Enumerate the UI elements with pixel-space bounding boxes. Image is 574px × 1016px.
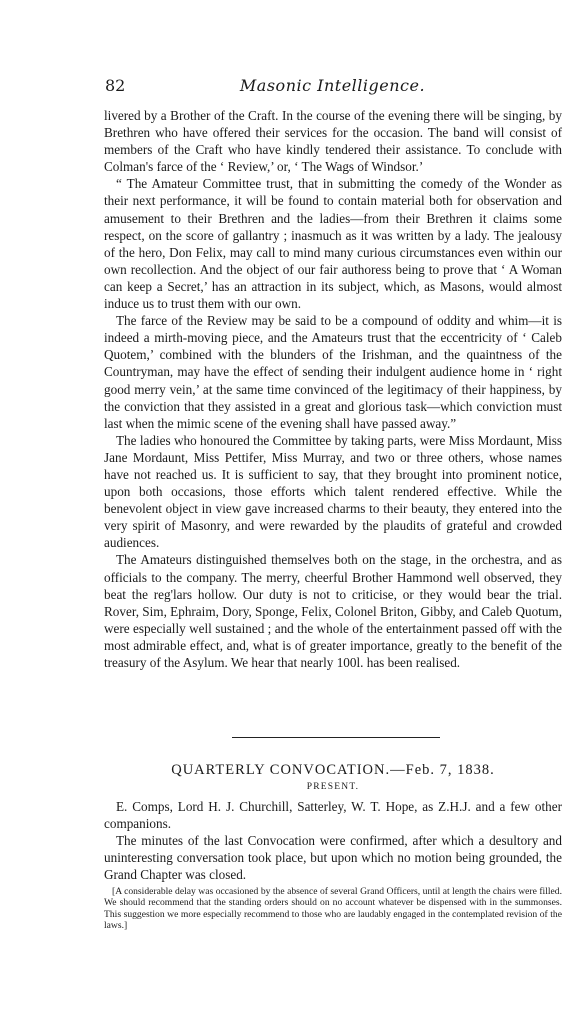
paragraph: E. Comps, Lord H. J. Churchill, Satterley, W. T. Hope, as Z.H.J. and a few other companions. <box>104 799 562 832</box>
paragraph: livered by a Brother of the Craft. In the course of the evening there will be singing, by Brethren who have offered their services for the occasion. The band will consist of members of the Craft who have kindly tendered their assistance. To conclude with Colman's farce of the ‘ Review,’ or, ‘ The Wags of Windsor.’ <box>104 108 562 175</box>
paragraph: The farce of the Review may be said to be a compound of oddity and whim—it is indeed a mirth-moving piece, and the Amateurs trust that the eccentricity of ‘ Caleb Quotem,’ combined with the blunders of the Irishman, and the quaintness of the Countryman, may have the effect of sending their indulgent audience home in ‘ right good merry vein,’ at the same time convinced of the legitimacy of their happiness, by the conviction that they assisted in a great and glorious task—which conviction must last when the mimic scene of the evening shall have passed away.” <box>104 313 562 431</box>
paragraph: The minutes of the last Convocation were confirmed, after which a desultory and uninteresting conversation took place, but upon which no motion being grounded, the Grand Chapter was closed. <box>104 833 562 883</box>
running-title: Masonic Intelligence. <box>239 76 426 95</box>
page-header <box>105 76 560 98</box>
section-body <box>104 798 562 883</box>
page-number: 82 <box>105 76 126 95</box>
paragraph: “ The Amateur Committee trust, that in submitting the comedy of the Wonder as their next performance, it will be found to contain material both for observation and amusement to their Brethren and the ladies—from their Brethren it claims some respect, on the score of gallantry ; inasmuch as it was written by a lady. The jealousy of the hero, Don Felix, may call to mind many curious circumstances even within our own recollection. And the object of our fair authoress being to prove that ‘ A Woman can keep a Secret,’ has an attraction in its subject, which, as Masons, would almost induce us to trust them with our own. <box>104 176 562 312</box>
section-subheading: PRESENT. <box>306 782 360 792</box>
section-divider <box>232 737 440 738</box>
paragraph: The ladies who honoured the Committee by taking parts, were Miss Mordaunt, Miss Jane Mordaunt, Miss Pettifer, Miss Murray, and two or three others, whose names have not reached us. It is sufficient to say, that they brought into prominent notice, upon both occasions, those efforts which talent rendered effective. While the benevolent object in view gave increased charms to their beauty, they entered into the very spirit of Masonry, and were rewarded by the plaudits of grateful and crowded audiences. <box>104 432 562 551</box>
section-heading: QUARTERLY CONVOCATION.—Feb. 7, 1838. <box>171 762 495 778</box>
editorial-note: [A considerable delay was occasioned by the absence of several Grand Officers, until at length the chairs were filled. We should recommend that the standing orders should on no account whatever be dispensed with in the summonses. This suggestion we more especially recommend to those who are laudably engaged in the contemplated revision of the laws.] <box>104 886 562 931</box>
article-body <box>104 107 562 671</box>
paragraph: The Amateurs distinguished themselves both on the stage, in the orchestra, and as officials to the company. The merry, cheerful Brother Hammond well observed, they beat the reg'lars hollow. Our duty is not to criticise, or they would bear the trial. Rover, Sim, Ephraim, Dory, Sponge, Felix, Colonel Briton, Gibby, and Caleb Quotum, were especially well sustained ; and the whole of the entertainment passed off with the most admirable effect, and, what is of greater importance, greatly to the benefit of the treasury of the Asylum. We hear that nearly 100l. has been realised. <box>104 552 562 670</box>
